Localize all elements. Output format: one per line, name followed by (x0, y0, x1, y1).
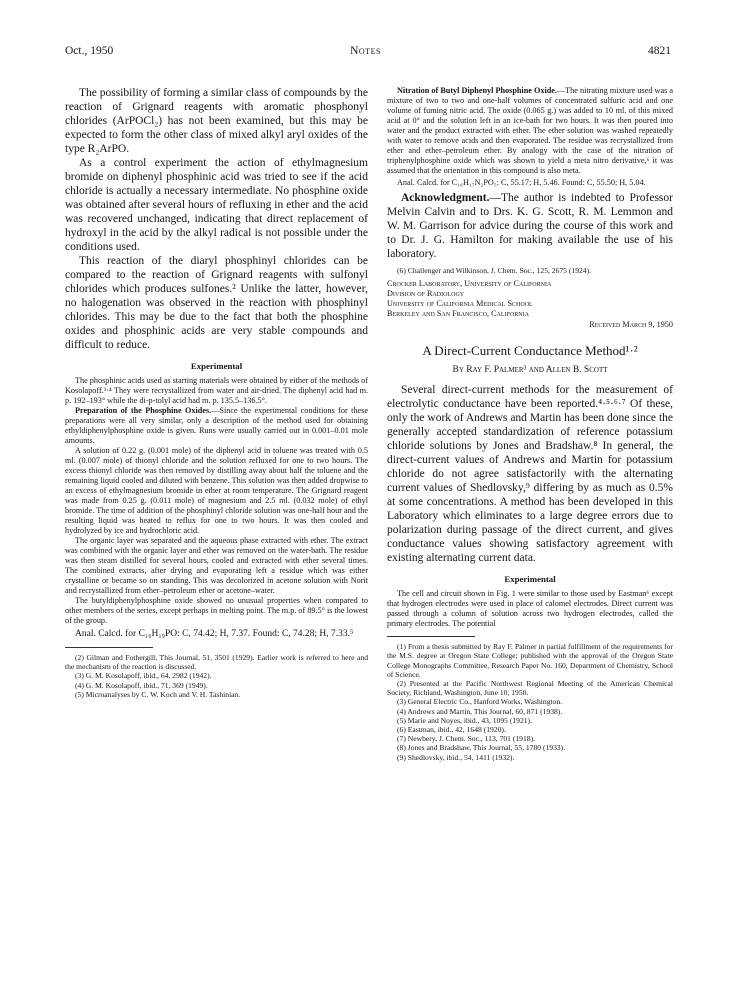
paragraph (387, 86, 673, 176)
footnote: (1) From a thesis submitted by Ray F. Palmer in partial fulfillment of the requirements for the M.S. degree at Oregon State College; published with the approval of the Oregon State College Monographs Committee, Research Paper No. 160, Department of Chemistry, School of Science. (387, 642, 673, 679)
paragraph: The cell and circuit shown in Fig. 1 were similar to those used by Eastman⁶ except that hydrogen electrodes were used in place of calomel electrodes. Direct current was passed through a column of solution across two hydrogen electrodes, called the primary electrodes. The potential (387, 589, 673, 629)
affiliation-line: Division of Radiology (387, 289, 465, 299)
paragraph: This reaction of the diaryl phosphinyl chlorides can be compared to the reaction of Grignard reagents with sulfonyl chlorides which produces sulfones.² Unlike the latter, however, no halogenation was observed in the reaction with phosphinyl chlorides. This may be due to the fact that both the phosphine oxides and phosphinic acids are very stable compounds and difficult to reduce. (65, 255, 368, 351)
footnote-rule (387, 636, 475, 637)
footnote: (3) General Electric Co., Hanford Works, Washington. (397, 697, 563, 707)
author-byline: By Ray F. Palmer³ and Allen B. Scott (452, 365, 608, 376)
analysis-line: Anal. Calcd. for C₁₆H₁₉PO: C, 74.42; H, 7.37. Found: C, 74.28; H, 7.33.⁵ (75, 629, 354, 639)
affiliation-line: University of California Medical School (387, 299, 533, 309)
paragraph (65, 406, 368, 446)
paragraph: Several direct-current methods for the measurement of electrolytic conductance have been reported.⁴·⁵·⁶·⁷ Of these, only the work of Andrews and Martin has been done since the generally accepted standardization of reference potassium chloride solutions by Jones and Bradshaw.⁸ In general, the direct-current values of Andrews and Martin for potassium chloride do not agree satisfactorily with the alternating current values of Shedlovsky,⁹ differing by as much as 0.5% at some concentrations. A method has been developed in this Laboratory which eliminates to a large degree errors due to polarization during passage of the direct current, and gives conductance values showing satisfactory agreement with existing alternating current data. (387, 384, 673, 565)
right-column (387, 86, 673, 762)
paragraph: The phosphinic acids used as starting materials were obtained by either of the methods of Kosolapoff.³·⁴ They were recrystallized from water and air-dried. The diphenyl acid had m. p. 192–193° while the di-p-tolyl acid had m. p. 135.5–136.5°. (65, 376, 368, 405)
run-in-heading: Nitration of Butyl Diphenyl Phosphine Oxide. (397, 86, 557, 95)
footnote: (5) Marie and Noyes, ibid., 43, 1095 (1921). (397, 715, 532, 725)
footnote: (8) Jones and Bradshaw, This Journal, 55, 1780 (1933). (397, 743, 566, 753)
analysis-line: Anal. Calcd. for C₁₆H₁₇N₂PO₅: C, 55.17; H, 5.46. Found: C, 55.50; H, 5.04. (397, 178, 646, 187)
footnote: (3) G. M. Kosolapoff, ibid., 64, 2982 (1942). (75, 671, 212, 681)
run-in-heading: Acknowledgment. (401, 192, 490, 204)
left-column (65, 86, 368, 699)
footnote: (7) Newbery, J. Chem. Soc., 113, 701 (1918). (397, 734, 535, 744)
footnote: (6) Challenger and Wilkinson, J. Chem. Soc., 125, 2675 (1924). (397, 266, 592, 275)
footnote-rule (65, 647, 153, 648)
run-in-heading: Preparation of the Phosphine Oxides. (75, 406, 212, 415)
paragraph: The possibility of forming a similar class of compounds by the reaction of Grignard reagents with aromatic phosphonyl chlorides (ArPOCl₂) has not been examined, but this may be expected to form the other class of mixed alkyl aryl oxides of the type R₂ArPO. (65, 87, 368, 155)
footnote: (6) Eastman, ibid., 42, 1648 (1920). (397, 725, 506, 735)
footnote: (9) Shedlovsky, ibid., 54, 1411 (1932). (397, 752, 515, 762)
footnote: (4) G. M. Kosolapoff, ibid., 71, 369 (1949). (75, 680, 208, 690)
footnote: (4) Andrews and Martin, This Journal, 60, 871 (1938). (397, 706, 563, 716)
paragraph-text: —Since the experimental conditions for these preparations were all very similar, only a description of the method used for obtaining ethyldiphenylphosphine oxide is given. Runs were usually carried out in 0.001–0.01 mole amounts. (65, 406, 368, 445)
paragraph (387, 191, 673, 261)
article-title: A Direct-Current Conductance Method¹·² (422, 343, 638, 359)
running-section: Notes (350, 45, 381, 57)
footnote: (2) Presented at the Pacific Northwest Regional Meeting of the American Chemical Society, Richland, Washington, June 10, 1950. (387, 679, 673, 698)
footnote: (5) Microanalyses by C. W. Koch and V. H. Tashinian. (75, 689, 241, 699)
footnote: (2) Gilman and Fothergill, This Journal, 51, 3501 (1929). Earlier work is referred to here and the mechanism of the reaction is discussed. (65, 653, 368, 672)
section-heading: Experimental (504, 574, 556, 585)
paragraph: The organic layer was separated and the aqueous phase extracted with ether. The extract was combined with the organic layer and ether was removed on the water-bath. The residue was then steam distilled for several hours, cooled and extracted with ether several times. The combined extracts, after drying and evaporating left a residue which was either crystalline or became so on standing. This was decolorized in acetone solution with Norit and recrystallized from ether–petroleum ether or acetone–water. (65, 536, 368, 595)
page-number: 4821 (648, 45, 671, 57)
affiliation-line: Berkeley and San Francisco, California (387, 309, 529, 319)
paragraph: A solution of 0.22 g. (0.001 mole) of the diphenyl acid in toluene was treated with 0.5 ml. (0.007 mole) of thionyl chloride and the solution refluxed for one to two hours. The excess thionyl chloride was then removed by distilling away about half the toluene and the remaining liquid cooled and diluted with benzene. This solution was then added dropwise to an excess of ethylmagnesium bromide in ether at room temperature. The Grignard reagent was made from 0.25 g. (0.011 mole) of magnesium and 2.5 ml. (0.032 mole) of ethyl bromide. The time of addition of the phosphinyl chloride solution was one-half hour and the resulting liquid was heated to reflux for one to two hours. It was then cooled and hydrolyzed by ice and hydrochloric acid. (65, 446, 368, 535)
paragraph-text: —The nitrating mixture used was a mixture of two to two and one-half volumes of concentrated sulfuric acid and one volume of fuming nitric acid. The oxide (0.065 g.) was added to 10 ml. of this mixed acid at 0° and the solution left in an ice-bath for two hours. It was then poured into water and the product extracted with ether. The ether solution was washed repeatedly with water to remove acids and then evaporated. The residue was recrystallized from ether and ether–petroleum ether. By analogy with the case of the nitration of triphenylphosphine oxide which was shown to yield a meta nitro derivative,⁶ it was assumed that the orientation in this compound is also meta. (387, 86, 674, 175)
received-date: Received March 9, 1950 (589, 320, 673, 330)
paragraph-text: —The author is indebted to Professor Melvin Calvin and to Drs. K. G. Scott, R. M. Lemmon and W. M. Garrison for advice during the course of this work and to Dr. J. G. Hamilton for making available the use of his laboratory. (387, 192, 673, 260)
affiliation-line: Crocker Laboratory, University of California (387, 279, 552, 289)
paragraph: The butyldiphenylphosphine oxide showed no unusual properties when compared to other members of the series, except perhaps in melting point. The m.p. of 89.5° is the lowest of the group. (65, 596, 368, 625)
section-heading: Experimental (190, 361, 243, 371)
paragraph: As a control experiment the action of ethylmagnesium bromide on diphenyl phosphinic acid was tried to see if the acid chloride is actually a necessary intermediate. No phosphine oxide was obtained after several hours of refluxing in ether and the acid was recovered unchanged, indicating that direct replacement of hydroxyl in the acid by the alkyl radical is not possible under the conditions used. (65, 157, 368, 253)
running-date: Oct., 1950 (65, 45, 114, 57)
